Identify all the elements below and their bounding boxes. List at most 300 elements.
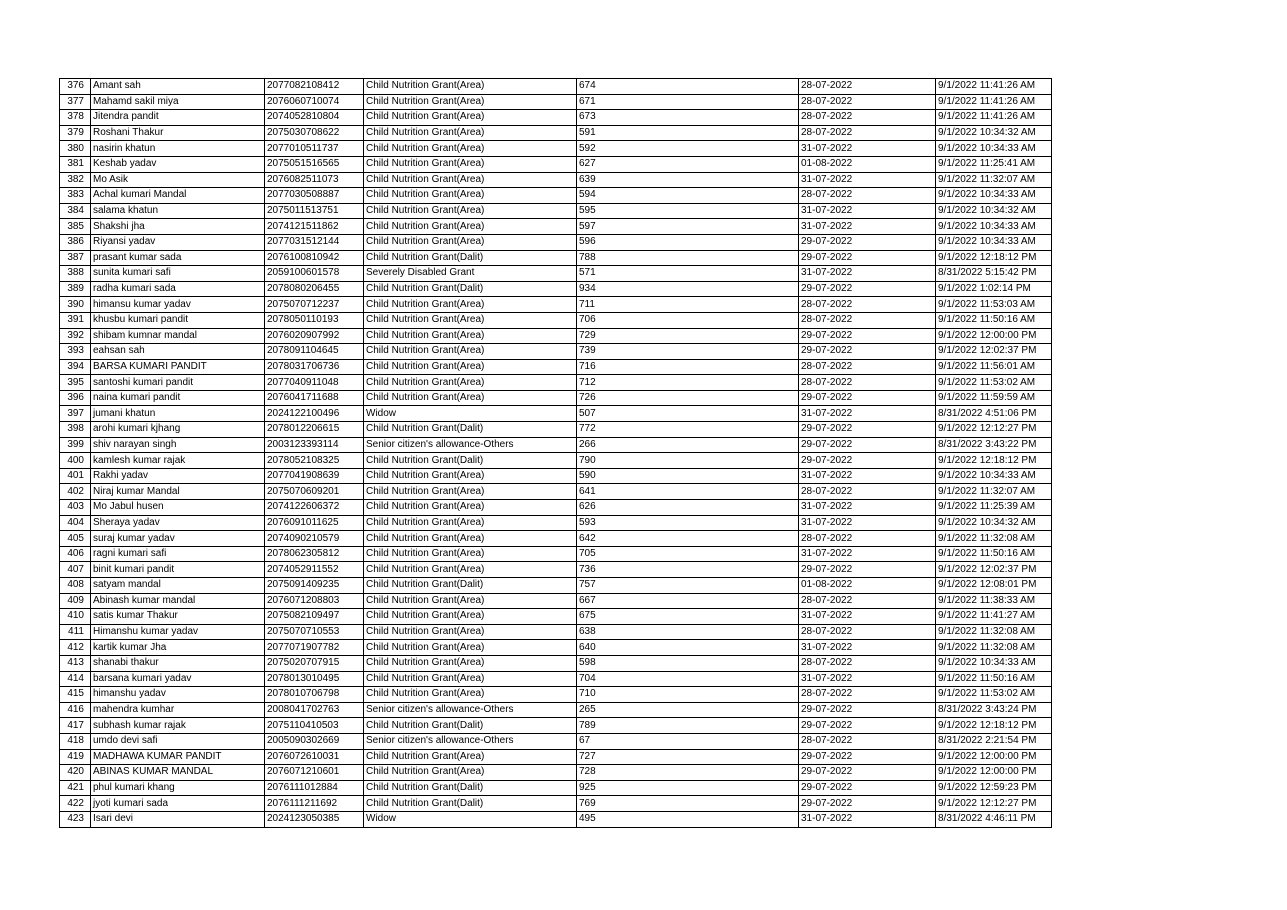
id-number-cell: 2076071208803 [265, 593, 364, 609]
name-cell: eahsan sah [91, 344, 265, 360]
date-cell: 28-07-2022 [799, 359, 936, 375]
serial-number-cell: 389 [60, 281, 91, 297]
date-cell: 28-07-2022 [799, 312, 936, 328]
id-number-cell: 2077010511737 [265, 141, 364, 157]
date-cell: 29-07-2022 [799, 281, 936, 297]
id-number-cell: 2078091104645 [265, 344, 364, 360]
id-number-cell: 2078062305812 [265, 546, 364, 562]
timestamp-cell: 9/1/2022 11:50:16 AM [936, 546, 1052, 562]
id-number-cell: 2075070710553 [265, 624, 364, 640]
timestamp-cell: 9/1/2022 10:34:32 AM [936, 515, 1052, 531]
grant-type-cell: Child Nutrition Grant(Area) [364, 234, 577, 250]
date-cell: 29-07-2022 [799, 562, 936, 578]
amount-cell: 769 [577, 796, 799, 812]
date-cell: 28-07-2022 [799, 531, 936, 547]
id-number-cell: 2077071907782 [265, 640, 364, 656]
name-cell: santoshi kumari pandit [91, 375, 265, 391]
amount-cell: 788 [577, 250, 799, 266]
amount-cell: 640 [577, 640, 799, 656]
id-number-cell: 2078013010495 [265, 671, 364, 687]
amount-cell: 639 [577, 172, 799, 188]
timestamp-cell: 9/1/2022 12:18:12 PM [936, 718, 1052, 734]
timestamp-cell: 9/1/2022 10:34:33 AM [936, 655, 1052, 671]
date-cell: 28-07-2022 [799, 624, 936, 640]
table-row [60, 531, 1052, 547]
grant-type-cell: Child Nutrition Grant(Area) [364, 359, 577, 375]
amount-cell: 507 [577, 406, 799, 422]
amount-cell: 590 [577, 468, 799, 484]
name-cell: Niraj kumar Mandal [91, 484, 265, 500]
timestamp-cell: 9/1/2022 11:25:39 AM [936, 500, 1052, 516]
grant-type-cell: Child Nutrition Grant(Area) [364, 219, 577, 235]
grant-type-cell: Child Nutrition Grant(Dalit) [364, 578, 577, 594]
serial-number-cell: 415 [60, 687, 91, 703]
timestamp-cell: 9/1/2022 11:38:33 AM [936, 593, 1052, 609]
serial-number-cell: 412 [60, 640, 91, 656]
date-cell: 28-07-2022 [799, 655, 936, 671]
grant-type-cell: Widow [364, 406, 577, 422]
grant-type-cell: Child Nutrition Grant(Area) [364, 609, 577, 625]
id-number-cell: 2075070609201 [265, 484, 364, 500]
name-cell: Mo Jabul husen [91, 500, 265, 516]
timestamp-cell: 9/1/2022 10:34:32 AM [936, 203, 1052, 219]
timestamp-cell: 9/1/2022 11:41:26 AM [936, 110, 1052, 126]
table-row [60, 297, 1052, 313]
table-row [60, 390, 1052, 406]
id-number-cell: 2076041711688 [265, 390, 364, 406]
grant-type-cell: Child Nutrition Grant(Area) [364, 110, 577, 126]
table-row [60, 733, 1052, 749]
table-row [60, 546, 1052, 562]
id-number-cell: 2076091011625 [265, 515, 364, 531]
timestamp-cell: 9/1/2022 1:02:14 PM [936, 281, 1052, 297]
date-cell: 31-07-2022 [799, 811, 936, 827]
name-cell: satyam mandal [91, 578, 265, 594]
grant-type-cell: Child Nutrition Grant(Dalit) [364, 250, 577, 266]
table-row [60, 578, 1052, 594]
date-cell: 31-07-2022 [799, 406, 936, 422]
amount-cell: 266 [577, 437, 799, 453]
date-cell: 31-07-2022 [799, 500, 936, 516]
date-cell: 29-07-2022 [799, 453, 936, 469]
id-number-cell: 2076060710074 [265, 94, 364, 110]
serial-number-cell: 419 [60, 749, 91, 765]
amount-cell: 934 [577, 281, 799, 297]
grant-type-cell: Child Nutrition Grant(Area) [364, 500, 577, 516]
records-table [59, 78, 1052, 828]
timestamp-cell: 9/1/2022 11:53:02 AM [936, 375, 1052, 391]
serial-number-cell: 399 [60, 437, 91, 453]
name-cell: Roshani Thakur [91, 125, 265, 141]
id-number-cell: 2075082109497 [265, 609, 364, 625]
date-cell: 29-07-2022 [799, 749, 936, 765]
name-cell: khusbu kumari pandit [91, 312, 265, 328]
serial-number-cell: 393 [60, 344, 91, 360]
table-row [60, 640, 1052, 656]
table-row [60, 765, 1052, 781]
date-cell: 28-07-2022 [799, 110, 936, 126]
amount-cell: 641 [577, 484, 799, 500]
grant-type-cell: Child Nutrition Grant(Area) [364, 484, 577, 500]
serial-number-cell: 409 [60, 593, 91, 609]
grant-type-cell: Child Nutrition Grant(Area) [364, 390, 577, 406]
serial-number-cell: 378 [60, 110, 91, 126]
date-cell: 31-07-2022 [799, 468, 936, 484]
serial-number-cell: 405 [60, 531, 91, 547]
grant-type-cell: Child Nutrition Grant(Area) [364, 297, 577, 313]
date-cell: 28-07-2022 [799, 297, 936, 313]
timestamp-cell: 8/31/2022 4:46:11 PM [936, 811, 1052, 827]
timestamp-cell: 9/1/2022 12:12:27 PM [936, 796, 1052, 812]
date-cell: 29-07-2022 [799, 250, 936, 266]
date-cell: 31-07-2022 [799, 203, 936, 219]
table-row [60, 406, 1052, 422]
id-number-cell: 2078080206455 [265, 281, 364, 297]
id-number-cell: 2074090210579 [265, 531, 364, 547]
id-number-cell: 2005090302669 [265, 733, 364, 749]
name-cell: Keshab yadav [91, 156, 265, 172]
amount-cell: 728 [577, 765, 799, 781]
grant-type-cell: Child Nutrition Grant(Area) [364, 141, 577, 157]
serial-number-cell: 417 [60, 718, 91, 734]
amount-cell: 729 [577, 328, 799, 344]
grant-type-cell: Child Nutrition Grant(Area) [364, 515, 577, 531]
amount-cell: 925 [577, 780, 799, 796]
grant-type-cell: Severely Disabled Grant [364, 266, 577, 282]
timestamp-cell: 9/1/2022 10:34:32 AM [936, 125, 1052, 141]
name-cell: shanabi thakur [91, 655, 265, 671]
amount-cell: 736 [577, 562, 799, 578]
timestamp-cell: 8/31/2022 4:51:06 PM [936, 406, 1052, 422]
id-number-cell: 2074052911552 [265, 562, 364, 578]
name-cell: phul kumari khang [91, 780, 265, 796]
timestamp-cell: 9/1/2022 12:18:12 PM [936, 453, 1052, 469]
date-cell: 28-07-2022 [799, 79, 936, 95]
grant-type-cell: Child Nutrition Grant(Area) [364, 125, 577, 141]
id-number-cell: 2076111211692 [265, 796, 364, 812]
amount-cell: 596 [577, 234, 799, 250]
name-cell: barsana kumari yadav [91, 671, 265, 687]
amount-cell: 626 [577, 500, 799, 516]
id-number-cell: 2077041908639 [265, 468, 364, 484]
amount-cell: 710 [577, 687, 799, 703]
amount-cell: 667 [577, 593, 799, 609]
id-number-cell: 2008041702763 [265, 702, 364, 718]
serial-number-cell: 402 [60, 484, 91, 500]
timestamp-cell: 9/1/2022 11:41:27 AM [936, 609, 1052, 625]
grant-type-cell: Child Nutrition Grant(Area) [364, 375, 577, 391]
id-number-cell: 2078050110193 [265, 312, 364, 328]
timestamp-cell: 9/1/2022 11:32:08 AM [936, 640, 1052, 656]
table-row [60, 156, 1052, 172]
table-row [60, 780, 1052, 796]
grant-type-cell: Child Nutrition Grant(Area) [364, 640, 577, 656]
amount-cell: 706 [577, 312, 799, 328]
grant-type-cell: Child Nutrition Grant(Area) [364, 687, 577, 703]
table-row [60, 188, 1052, 204]
amount-cell: 739 [577, 344, 799, 360]
amount-cell: 711 [577, 297, 799, 313]
serial-number-cell: 392 [60, 328, 91, 344]
name-cell: Riyansi yadav [91, 234, 265, 250]
table-row [60, 328, 1052, 344]
id-number-cell: 2024123050385 [265, 811, 364, 827]
name-cell: binit kumari pandit [91, 562, 265, 578]
date-cell: 29-07-2022 [799, 422, 936, 438]
id-number-cell: 2075011513751 [265, 203, 364, 219]
name-cell: Mahamd sakil miya [91, 94, 265, 110]
table-row [60, 79, 1052, 95]
date-cell: 01-08-2022 [799, 156, 936, 172]
serial-number-cell: 400 [60, 453, 91, 469]
table-row [60, 687, 1052, 703]
serial-number-cell: 406 [60, 546, 91, 562]
date-cell: 28-07-2022 [799, 94, 936, 110]
timestamp-cell: 9/1/2022 11:53:03 AM [936, 297, 1052, 313]
grant-type-cell: Child Nutrition Grant(Dalit) [364, 796, 577, 812]
name-cell: MADHAWA KUMAR PANDIT [91, 749, 265, 765]
timestamp-cell: 9/1/2022 10:34:33 AM [936, 141, 1052, 157]
id-number-cell: 2076020907992 [265, 328, 364, 344]
table-row [60, 500, 1052, 516]
amount-cell: 594 [577, 188, 799, 204]
timestamp-cell: 9/1/2022 10:34:33 AM [936, 468, 1052, 484]
table-row [60, 94, 1052, 110]
timestamp-cell: 9/1/2022 11:56:01 AM [936, 359, 1052, 375]
id-number-cell: 2078052108325 [265, 453, 364, 469]
table-row [60, 453, 1052, 469]
timestamp-cell: 9/1/2022 12:00:00 PM [936, 765, 1052, 781]
name-cell: sunita kumari safi [91, 266, 265, 282]
serial-number-cell: 390 [60, 297, 91, 313]
table-row [60, 655, 1052, 671]
amount-cell: 675 [577, 609, 799, 625]
timestamp-cell: 8/31/2022 5:15:42 PM [936, 266, 1052, 282]
id-number-cell: 2075110410503 [265, 718, 364, 734]
amount-cell: 712 [577, 375, 799, 391]
id-number-cell: 2074052810804 [265, 110, 364, 126]
name-cell: kamlesh kumar rajak [91, 453, 265, 469]
date-cell: 29-07-2022 [799, 780, 936, 796]
date-cell: 31-07-2022 [799, 546, 936, 562]
grant-type-cell: Child Nutrition Grant(Area) [364, 749, 577, 765]
date-cell: 28-07-2022 [799, 125, 936, 141]
timestamp-cell: 9/1/2022 12:00:00 PM [936, 749, 1052, 765]
timestamp-cell: 9/1/2022 11:32:07 AM [936, 484, 1052, 500]
name-cell: kartik kumar Jha [91, 640, 265, 656]
name-cell: Amant sah [91, 79, 265, 95]
amount-cell: 67 [577, 733, 799, 749]
grant-type-cell: Child Nutrition Grant(Dalit) [364, 780, 577, 796]
table-row [60, 344, 1052, 360]
amount-cell: 673 [577, 110, 799, 126]
grant-type-cell: Child Nutrition Grant(Dalit) [364, 453, 577, 469]
name-cell: umdo devi safi [91, 733, 265, 749]
serial-number-cell: 388 [60, 266, 91, 282]
date-cell: 28-07-2022 [799, 593, 936, 609]
grant-type-cell: Child Nutrition Grant(Area) [364, 624, 577, 640]
date-cell: 31-07-2022 [799, 219, 936, 235]
timestamp-cell: 8/31/2022 3:43:24 PM [936, 702, 1052, 718]
name-cell: Sheraya yadav [91, 515, 265, 531]
date-cell: 31-07-2022 [799, 609, 936, 625]
table-row [60, 110, 1052, 126]
serial-number-cell: 381 [60, 156, 91, 172]
name-cell: arohi kumari kjhang [91, 422, 265, 438]
name-cell: Himanshu kumar yadav [91, 624, 265, 640]
table-row [60, 141, 1052, 157]
id-number-cell: 2074121511862 [265, 219, 364, 235]
amount-cell: 495 [577, 811, 799, 827]
timestamp-cell: 9/1/2022 11:41:26 AM [936, 79, 1052, 95]
amount-cell: 571 [577, 266, 799, 282]
table-row [60, 312, 1052, 328]
id-number-cell: 2059100601578 [265, 266, 364, 282]
amount-cell: 642 [577, 531, 799, 547]
name-cell: jumani khatun [91, 406, 265, 422]
serial-number-cell: 413 [60, 655, 91, 671]
serial-number-cell: 376 [60, 79, 91, 95]
name-cell: BARSA KUMARI PANDIT [91, 359, 265, 375]
date-cell: 29-07-2022 [799, 437, 936, 453]
table-row [60, 593, 1052, 609]
amount-cell: 705 [577, 546, 799, 562]
id-number-cell: 2076100810942 [265, 250, 364, 266]
id-number-cell: 2076082511073 [265, 172, 364, 188]
name-cell: radha kumari sada [91, 281, 265, 297]
serial-number-cell: 382 [60, 172, 91, 188]
name-cell: Isari devi [91, 811, 265, 827]
serial-number-cell: 404 [60, 515, 91, 531]
date-cell: 29-07-2022 [799, 765, 936, 781]
grant-type-cell: Child Nutrition Grant(Area) [364, 94, 577, 110]
table-row [60, 718, 1052, 734]
name-cell: mahendra kumhar [91, 702, 265, 718]
timestamp-cell: 9/1/2022 11:59:59 AM [936, 390, 1052, 406]
serial-number-cell: 411 [60, 624, 91, 640]
table-row [60, 749, 1052, 765]
id-number-cell: 2076071210601 [265, 765, 364, 781]
serial-number-cell: 416 [60, 702, 91, 718]
id-number-cell: 2078010706798 [265, 687, 364, 703]
amount-cell: 597 [577, 219, 799, 235]
date-cell: 29-07-2022 [799, 344, 936, 360]
name-cell: Jitendra pandit [91, 110, 265, 126]
table-row [60, 203, 1052, 219]
date-cell: 28-07-2022 [799, 188, 936, 204]
serial-number-cell: 379 [60, 125, 91, 141]
id-number-cell: 2003123393114 [265, 437, 364, 453]
timestamp-cell: 8/31/2022 2:21:54 PM [936, 733, 1052, 749]
amount-cell: 704 [577, 671, 799, 687]
name-cell: prasant kumar sada [91, 250, 265, 266]
serial-number-cell: 395 [60, 375, 91, 391]
grant-type-cell: Child Nutrition Grant(Area) [364, 562, 577, 578]
date-cell: 31-07-2022 [799, 141, 936, 157]
serial-number-cell: 403 [60, 500, 91, 516]
timestamp-cell: 9/1/2022 11:32:08 AM [936, 624, 1052, 640]
timestamp-cell: 9/1/2022 12:02:37 PM [936, 562, 1052, 578]
grant-type-cell: Senior citizen's allowance-Others [364, 437, 577, 453]
name-cell: Rakhi yadav [91, 468, 265, 484]
name-cell: jyoti kumari sada [91, 796, 265, 812]
timestamp-cell: 9/1/2022 12:12:27 PM [936, 422, 1052, 438]
table-row [60, 281, 1052, 297]
table-row [60, 811, 1052, 827]
serial-number-cell: 398 [60, 422, 91, 438]
name-cell: suraj kumar yadav [91, 531, 265, 547]
id-number-cell: 2078031706736 [265, 359, 364, 375]
date-cell: 29-07-2022 [799, 390, 936, 406]
grant-type-cell: Child Nutrition Grant(Dalit) [364, 281, 577, 297]
grant-type-cell: Child Nutrition Grant(Area) [364, 655, 577, 671]
name-cell: Abinash kumar mandal [91, 593, 265, 609]
grant-type-cell: Child Nutrition Grant(Area) [364, 593, 577, 609]
name-cell: naina kumari pandit [91, 390, 265, 406]
amount-cell: 772 [577, 422, 799, 438]
amount-cell: 671 [577, 94, 799, 110]
date-cell: 29-07-2022 [799, 718, 936, 734]
date-cell: 31-07-2022 [799, 266, 936, 282]
id-number-cell: 2075091409235 [265, 578, 364, 594]
grant-type-cell: Child Nutrition Grant(Area) [364, 546, 577, 562]
grant-type-cell: Child Nutrition Grant(Area) [364, 671, 577, 687]
id-number-cell: 2075051516565 [265, 156, 364, 172]
table-row [60, 422, 1052, 438]
date-cell: 28-07-2022 [799, 733, 936, 749]
grant-type-cell: Senior citizen's allowance-Others [364, 702, 577, 718]
amount-cell: 595 [577, 203, 799, 219]
amount-cell: 674 [577, 79, 799, 95]
amount-cell: 757 [577, 578, 799, 594]
serial-number-cell: 380 [60, 141, 91, 157]
id-number-cell: 2076072610031 [265, 749, 364, 765]
id-number-cell: 2077030508887 [265, 188, 364, 204]
date-cell: 31-07-2022 [799, 640, 936, 656]
name-cell: shiv narayan singh [91, 437, 265, 453]
grant-type-cell: Child Nutrition Grant(Area) [364, 328, 577, 344]
grant-type-cell: Child Nutrition Grant(Area) [364, 765, 577, 781]
timestamp-cell: 9/1/2022 11:53:02 AM [936, 687, 1052, 703]
timestamp-cell: 9/1/2022 12:00:00 PM [936, 328, 1052, 344]
timestamp-cell: 9/1/2022 11:50:16 AM [936, 312, 1052, 328]
timestamp-cell: 9/1/2022 11:32:07 AM [936, 172, 1052, 188]
serial-number-cell: 391 [60, 312, 91, 328]
grant-type-cell: Child Nutrition Grant(Dalit) [364, 718, 577, 734]
name-cell: subhash kumar rajak [91, 718, 265, 734]
grant-type-cell: Senior citizen's allowance-Others [364, 733, 577, 749]
id-number-cell: 2076111012884 [265, 780, 364, 796]
name-cell: Achal kumari Mandal [91, 188, 265, 204]
grant-type-cell: Child Nutrition Grant(Area) [364, 172, 577, 188]
timestamp-cell: 9/1/2022 11:32:08 AM [936, 531, 1052, 547]
table-row [60, 219, 1052, 235]
timestamp-cell: 9/1/2022 12:02:37 PM [936, 344, 1052, 360]
serial-number-cell: 407 [60, 562, 91, 578]
serial-number-cell: 377 [60, 94, 91, 110]
serial-number-cell: 414 [60, 671, 91, 687]
table-row [60, 624, 1052, 640]
date-cell: 31-07-2022 [799, 515, 936, 531]
table-row [60, 484, 1052, 500]
table-row [60, 172, 1052, 188]
grant-type-cell: Child Nutrition Grant(Area) [364, 468, 577, 484]
table-row [60, 125, 1052, 141]
serial-number-cell: 401 [60, 468, 91, 484]
grant-type-cell: Child Nutrition Grant(Area) [364, 79, 577, 95]
serial-number-cell: 418 [60, 733, 91, 749]
serial-number-cell: 421 [60, 780, 91, 796]
